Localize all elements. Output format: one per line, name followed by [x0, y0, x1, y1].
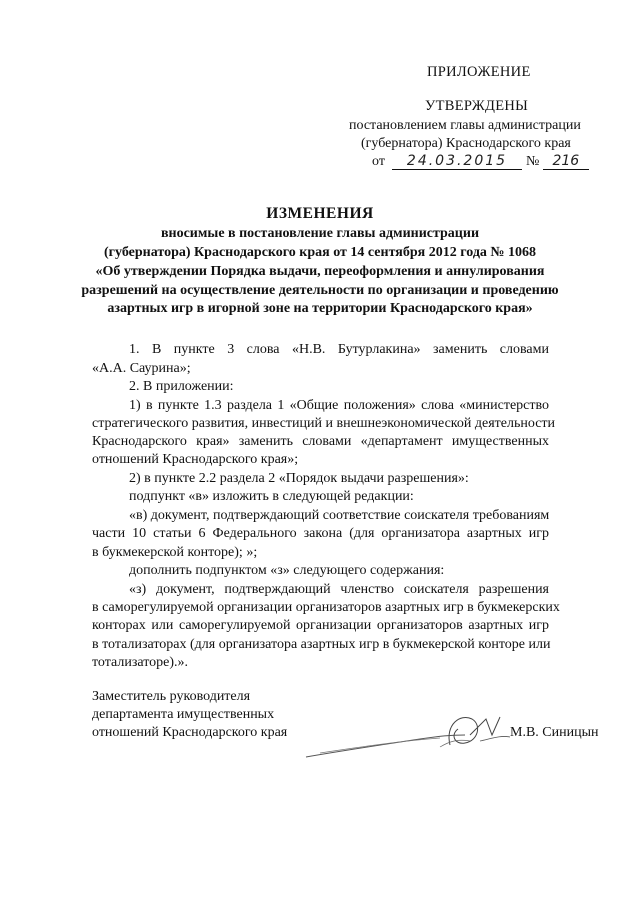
- body-line-12: в букмекерской конторе); »;: [92, 545, 258, 560]
- body-line-09: подпункт «в» изложить в следующей редакции:: [129, 489, 414, 504]
- number-sign: №: [526, 154, 540, 169]
- body-line-06: Краснодарского края» заменить словами «департамент имущественных: [92, 434, 549, 449]
- title-line-2: (губернатора) Краснодарского края от 14 сентября 2012 года № 1068: [104, 245, 536, 260]
- title-line-4: разрешений на осуществление деятельности по организации и проведению: [81, 283, 559, 298]
- body-line-14: «з) документ, подтверждающий членство соискателя разрешения: [129, 582, 549, 597]
- body-line-05: стратегического развития, инвестиций и внешнеэкономической деятельности: [92, 416, 556, 431]
- date-prefix: от: [372, 154, 385, 169]
- handwritten-number: 216: [543, 153, 589, 170]
- signatory-position-line-3: отношений Краснодарского края: [92, 725, 288, 740]
- title-line-3: «Об утверждении Порядка выдачи, переоформления и аннулирования: [95, 264, 545, 279]
- body-line-18: тотализаторе).».: [92, 655, 189, 670]
- body-line-17: в тотализаторах (для организатора азартных игр в букмекерской конторе или: [92, 637, 551, 652]
- appendix-label: ПРИЛОЖЕНИЕ: [427, 64, 531, 80]
- decree-date-line: [372, 153, 589, 170]
- body-line-04: 1) в пункте 1.3 раздела 1 «Общие положения» слова «министерство: [129, 398, 549, 413]
- document-title: ИЗМЕНЕНИЯ: [266, 205, 374, 222]
- handwritten-date: 24.03.2015: [392, 153, 522, 170]
- body-line-16: конторах или саморегулируемой организации организаторов азартных игр: [92, 618, 549, 633]
- signatory-position-line-2: департамента имущественных: [92, 707, 275, 722]
- signatory-name: М.В. Синицын: [510, 725, 599, 740]
- body-line-03: 2. В приложении:: [129, 379, 234, 394]
- title-line-1: вносимые в постановление главы администрации: [160, 226, 480, 241]
- title-line-5: азартных игр в игорной зоне на территории Краснодарского края»: [107, 301, 533, 316]
- body-line-07: отношений Краснодарского края»;: [92, 452, 299, 467]
- body-line-11: части 10 статьи 6 Федерального закона (для организатора азартных игр: [92, 526, 549, 541]
- body-line-02: «А.А. Саурина»;: [92, 361, 191, 376]
- body-line-15: в саморегулируемой организации организаторов азартных игр в букмекерских: [92, 600, 560, 615]
- body-line-08: 2) в пункте 2.2 раздела 2 «Порядок выдачи разрешения»:: [129, 471, 469, 486]
- signatory-position-line-1: Заместитель руководителя: [92, 689, 251, 704]
- body-line-13: дополнить подпунктом «з» следующего содержания:: [129, 563, 445, 578]
- decree-line-2: (губернатора) Краснодарского края: [361, 136, 571, 151]
- body-line-01: 1. В пункте 3 слова «Н.В. Бутурлакина» заменить словами: [129, 342, 549, 357]
- body-line-10: «в) документ, подтверждающий соответствие соискателя требованиям: [129, 508, 550, 523]
- decree-line-1: постановлением главы администрации: [349, 118, 581, 133]
- approved-label: УТВЕРЖДЕНЫ: [425, 98, 529, 114]
- handwritten-signature: [300, 705, 515, 765]
